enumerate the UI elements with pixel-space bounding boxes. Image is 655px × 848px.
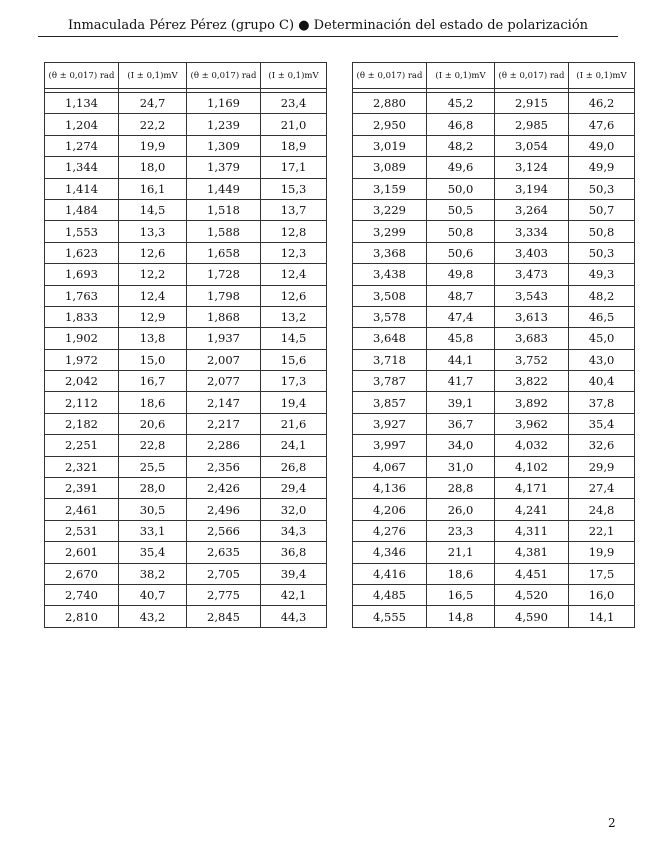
intensity-cell: 16,5	[427, 584, 495, 605]
table-header-row	[45, 63, 327, 89]
table-row	[353, 392, 635, 413]
angle-cell: 2,740	[45, 584, 119, 605]
table-row	[353, 306, 635, 327]
table-row	[45, 285, 327, 306]
intensity-cell: 37,8	[569, 392, 635, 413]
angle-cell: 1,134	[45, 93, 119, 114]
intensity-cell: 14,5	[261, 328, 327, 349]
intensity-cell: 12,8	[261, 221, 327, 242]
angle-cell: 3,229	[353, 199, 427, 220]
angle-cell: 1,484	[45, 199, 119, 220]
angle-cell: 4,590	[495, 606, 569, 627]
angle-cell: 1,693	[45, 264, 119, 285]
intensity-cell: 12,3	[261, 242, 327, 263]
table-row	[353, 114, 635, 135]
intensity-cell: 36,7	[427, 413, 495, 434]
intensity-cell: 21,6	[261, 413, 327, 434]
intensity-cell: 46,2	[569, 93, 635, 114]
left-data-table	[44, 62, 327, 628]
angle-cell: 4,520	[495, 584, 569, 605]
angle-cell: 2,182	[45, 413, 119, 434]
angle-cell: 3,403	[495, 242, 569, 263]
table-row	[353, 478, 635, 499]
intensity-cell: 14,5	[119, 199, 187, 220]
angle-cell: 1,379	[187, 157, 261, 178]
angle-cell: 3,927	[353, 413, 427, 434]
intensity-cell: 18,9	[261, 135, 327, 156]
intensity-cell: 12,4	[119, 285, 187, 306]
intensity-cell: 50,6	[427, 242, 495, 263]
table-row	[45, 199, 327, 220]
intensity-cell: 18,0	[119, 157, 187, 178]
intensity-cell: 49,3	[569, 264, 635, 285]
table-row	[353, 520, 635, 541]
table-row	[45, 371, 327, 392]
angle-cell: 4,381	[495, 542, 569, 563]
table-row	[45, 114, 327, 135]
angle-cell: 4,311	[495, 520, 569, 541]
table-row	[45, 456, 327, 477]
table-row	[45, 349, 327, 370]
intensity-column-header: (I ± 0,1)mV	[119, 63, 187, 89]
intensity-cell: 35,4	[569, 413, 635, 434]
intensity-cell: 41,7	[427, 371, 495, 392]
angle-cell: 1,972	[45, 349, 119, 370]
angle-cell: 1,414	[45, 178, 119, 199]
page-header: Inmaculada Pérez Pérez (grupo C) ● Determinación del estado de polarización	[67, 18, 589, 33]
intensity-cell: 19,4	[261, 392, 327, 413]
intensity-cell: 14,1	[569, 606, 635, 627]
intensity-cell: 24,1	[261, 435, 327, 456]
angle-cell: 2,985	[495, 114, 569, 135]
angle-cell: 2,426	[187, 478, 261, 499]
angle-cell: 1,658	[187, 242, 261, 263]
angle-cell: 2,007	[187, 349, 261, 370]
intensity-cell: 47,6	[569, 114, 635, 135]
intensity-cell: 12,6	[119, 242, 187, 263]
intensity-cell: 43,0	[569, 349, 635, 370]
angle-cell: 4,241	[495, 499, 569, 520]
intensity-cell: 48,2	[427, 135, 495, 156]
angle-cell: 1,902	[45, 328, 119, 349]
angle-cell: 2,112	[45, 392, 119, 413]
intensity-cell: 45,8	[427, 328, 495, 349]
angle-cell: 2,670	[45, 563, 119, 584]
intensity-cell: 21,0	[261, 114, 327, 135]
intensity-column-header: (I ± 0,1)mV	[261, 63, 327, 89]
angle-cell: 4,171	[495, 478, 569, 499]
angle-cell: 1,169	[187, 93, 261, 114]
intensity-cell: 13,2	[261, 306, 327, 327]
angle-cell: 2,496	[187, 499, 261, 520]
intensity-cell: 50,0	[427, 178, 495, 199]
intensity-cell: 15,6	[261, 349, 327, 370]
angle-cell: 4,102	[495, 456, 569, 477]
intensity-cell: 30,5	[119, 499, 187, 520]
angle-cell: 1,868	[187, 306, 261, 327]
angle-cell: 2,042	[45, 371, 119, 392]
intensity-cell: 49,0	[569, 135, 635, 156]
table-header-row	[353, 63, 635, 89]
angle-cell: 2,566	[187, 520, 261, 541]
intensity-cell: 33,1	[119, 520, 187, 541]
table-row	[353, 435, 635, 456]
right-table-body	[353, 89, 635, 628]
table-row	[353, 157, 635, 178]
angle-cell: 1,798	[187, 285, 261, 306]
angle-cell: 2,461	[45, 499, 119, 520]
intensity-cell: 17,5	[569, 563, 635, 584]
angle-cell: 2,391	[45, 478, 119, 499]
angle-cell: 3,368	[353, 242, 427, 263]
table-row	[353, 456, 635, 477]
angle-cell: 2,321	[45, 456, 119, 477]
intensity-cell: 32,6	[569, 435, 635, 456]
intensity-cell: 19,9	[569, 542, 635, 563]
left-table-body	[45, 89, 327, 628]
table-row	[45, 499, 327, 520]
angle-cell: 3,962	[495, 413, 569, 434]
angle-cell: 3,892	[495, 392, 569, 413]
angle-cell: 1,204	[45, 114, 119, 135]
angle-cell: 3,857	[353, 392, 427, 413]
intensity-cell: 46,5	[569, 306, 635, 327]
intensity-cell: 22,2	[119, 114, 187, 135]
angle-cell: 3,124	[495, 157, 569, 178]
page-number: 2	[608, 816, 616, 830]
table-row	[45, 135, 327, 156]
intensity-cell: 19,9	[119, 135, 187, 156]
intensity-cell: 26,8	[261, 456, 327, 477]
table-row	[45, 157, 327, 178]
angle-cell: 3,473	[495, 264, 569, 285]
table-row	[353, 199, 635, 220]
angle-cell: 1,344	[45, 157, 119, 178]
angle-cell: 2,880	[353, 93, 427, 114]
table-row	[353, 285, 635, 306]
intensity-cell: 23,3	[427, 520, 495, 541]
angle-cell: 2,251	[45, 435, 119, 456]
angle-cell: 3,718	[353, 349, 427, 370]
angle-cell: 3,578	[353, 306, 427, 327]
angle-cell: 3,543	[495, 285, 569, 306]
angle-cell: 4,276	[353, 520, 427, 541]
table-row	[353, 563, 635, 584]
intensity-cell: 31,0	[427, 456, 495, 477]
table-row	[45, 328, 327, 349]
angle-cell: 2,915	[495, 93, 569, 114]
angle-cell: 3,648	[353, 328, 427, 349]
intensity-cell: 49,6	[427, 157, 495, 178]
angle-cell: 3,299	[353, 221, 427, 242]
intensity-cell: 16,1	[119, 178, 187, 199]
intensity-column-header: (I ± 0,1)mV	[569, 63, 635, 89]
angle-cell: 2,705	[187, 563, 261, 584]
table-row	[353, 264, 635, 285]
header-rule	[38, 36, 618, 37]
intensity-cell: 39,1	[427, 392, 495, 413]
table-row	[353, 413, 635, 434]
angle-cell: 2,810	[45, 606, 119, 627]
angle-cell: 3,683	[495, 328, 569, 349]
angle-cell: 4,206	[353, 499, 427, 520]
table-row	[353, 499, 635, 520]
intensity-cell: 48,7	[427, 285, 495, 306]
intensity-cell: 16,0	[569, 584, 635, 605]
angle-cell: 2,356	[187, 456, 261, 477]
intensity-cell: 49,9	[569, 157, 635, 178]
angle-cell: 4,032	[495, 435, 569, 456]
table-row	[353, 93, 635, 114]
table-row	[353, 135, 635, 156]
angle-cell: 2,775	[187, 584, 261, 605]
angle-cell: 1,833	[45, 306, 119, 327]
angle-cell: 4,067	[353, 456, 427, 477]
angle-cell: 1,239	[187, 114, 261, 135]
intensity-cell: 43,2	[119, 606, 187, 627]
intensity-cell: 47,4	[427, 306, 495, 327]
table-row	[45, 221, 327, 242]
angle-cell: 3,822	[495, 371, 569, 392]
intensity-cell: 23,4	[261, 93, 327, 114]
angle-cell: 2,950	[353, 114, 427, 135]
angle-cell: 1,623	[45, 242, 119, 263]
intensity-cell: 16,7	[119, 371, 187, 392]
angle-cell: 4,136	[353, 478, 427, 499]
angle-cell: 1,728	[187, 264, 261, 285]
table-row	[353, 371, 635, 392]
intensity-cell: 12,2	[119, 264, 187, 285]
angle-cell: 3,194	[495, 178, 569, 199]
angle-cell: 1,274	[45, 135, 119, 156]
intensity-cell: 50,8	[569, 221, 635, 242]
intensity-cell: 12,6	[261, 285, 327, 306]
table-row	[45, 264, 327, 285]
intensity-cell: 27,4	[569, 478, 635, 499]
intensity-cell: 24,8	[569, 499, 635, 520]
intensity-cell: 34,3	[261, 520, 327, 541]
table-row	[353, 584, 635, 605]
angle-cell: 3,334	[495, 221, 569, 242]
angle-cell: 3,508	[353, 285, 427, 306]
angle-cell: 1,309	[187, 135, 261, 156]
intensity-cell: 12,4	[261, 264, 327, 285]
intensity-cell: 17,3	[261, 371, 327, 392]
intensity-cell: 12,9	[119, 306, 187, 327]
angle-cell: 4,416	[353, 563, 427, 584]
intensity-cell: 40,4	[569, 371, 635, 392]
intensity-cell: 44,1	[427, 349, 495, 370]
intensity-cell: 50,7	[569, 199, 635, 220]
intensity-cell: 44,3	[261, 606, 327, 627]
intensity-cell: 50,3	[569, 242, 635, 263]
table-row	[45, 478, 327, 499]
angle-cell: 1,553	[45, 221, 119, 242]
angle-cell: 2,077	[187, 371, 261, 392]
angle-column-header: (θ ± 0,017) rad	[353, 63, 427, 89]
angle-cell: 3,752	[495, 349, 569, 370]
angle-cell: 2,531	[45, 520, 119, 541]
intensity-cell: 45,2	[427, 93, 495, 114]
table-row	[45, 306, 327, 327]
angle-cell: 2,217	[187, 413, 261, 434]
angle-cell: 1,763	[45, 285, 119, 306]
intensity-cell: 35,4	[119, 542, 187, 563]
intensity-cell: 50,5	[427, 199, 495, 220]
table-row	[353, 178, 635, 199]
angle-cell: 2,147	[187, 392, 261, 413]
angle-cell: 4,451	[495, 563, 569, 584]
intensity-cell: 39,4	[261, 563, 327, 584]
intensity-column-header: (I ± 0,1)mV	[427, 63, 495, 89]
table-row	[45, 606, 327, 627]
intensity-cell: 49,8	[427, 264, 495, 285]
intensity-cell: 28,8	[427, 478, 495, 499]
table-row	[45, 563, 327, 584]
intensity-cell: 13,3	[119, 221, 187, 242]
intensity-cell: 21,1	[427, 542, 495, 563]
table-row	[353, 606, 635, 627]
table-row	[45, 520, 327, 541]
angle-cell: 4,346	[353, 542, 427, 563]
table-row	[45, 542, 327, 563]
intensity-cell: 22,8	[119, 435, 187, 456]
angle-cell: 4,485	[353, 584, 427, 605]
intensity-cell: 28,0	[119, 478, 187, 499]
intensity-cell: 45,0	[569, 328, 635, 349]
angle-cell: 3,089	[353, 157, 427, 178]
angle-column-header: (θ ± 0,017) rad	[187, 63, 261, 89]
intensity-cell: 42,1	[261, 584, 327, 605]
angle-cell: 1,518	[187, 199, 261, 220]
intensity-cell: 14,8	[427, 606, 495, 627]
table-row	[353, 328, 635, 349]
intensity-cell: 36,8	[261, 542, 327, 563]
angle-cell: 4,555	[353, 606, 427, 627]
angle-cell: 3,159	[353, 178, 427, 199]
intensity-cell: 18,6	[427, 563, 495, 584]
intensity-cell: 40,7	[119, 584, 187, 605]
table-row	[45, 435, 327, 456]
angle-cell: 2,635	[187, 542, 261, 563]
angle-column-header: (θ ± 0,017) rad	[495, 63, 569, 89]
angle-cell: 3,787	[353, 371, 427, 392]
angle-cell: 1,449	[187, 178, 261, 199]
angle-cell: 3,264	[495, 199, 569, 220]
angle-cell: 3,997	[353, 435, 427, 456]
table-row	[45, 178, 327, 199]
intensity-cell: 25,5	[119, 456, 187, 477]
angle-cell: 3,613	[495, 306, 569, 327]
intensity-cell: 46,8	[427, 114, 495, 135]
intensity-cell: 15,3	[261, 178, 327, 199]
intensity-cell: 50,8	[427, 221, 495, 242]
intensity-cell: 15,0	[119, 349, 187, 370]
intensity-cell: 24,7	[119, 93, 187, 114]
angle-cell: 2,845	[187, 606, 261, 627]
table-row	[45, 584, 327, 605]
intensity-cell: 13,8	[119, 328, 187, 349]
angle-cell: 1,588	[187, 221, 261, 242]
table-row	[45, 242, 327, 263]
intensity-cell: 29,9	[569, 456, 635, 477]
intensity-cell: 34,0	[427, 435, 495, 456]
intensity-cell: 38,2	[119, 563, 187, 584]
intensity-cell: 20,6	[119, 413, 187, 434]
table-row	[45, 413, 327, 434]
angle-cell: 3,438	[353, 264, 427, 285]
intensity-cell: 29,4	[261, 478, 327, 499]
angle-cell: 3,054	[495, 135, 569, 156]
angle-column-header: (θ ± 0,017) rad	[45, 63, 119, 89]
intensity-cell: 18,6	[119, 392, 187, 413]
intensity-cell: 32,0	[261, 499, 327, 520]
intensity-cell: 50,3	[569, 178, 635, 199]
angle-cell: 2,286	[187, 435, 261, 456]
table-row	[353, 349, 635, 370]
angle-cell: 1,937	[187, 328, 261, 349]
table-row	[353, 221, 635, 242]
table-row	[45, 93, 327, 114]
right-data-table	[352, 62, 635, 628]
intensity-cell: 48,2	[569, 285, 635, 306]
table-row	[45, 392, 327, 413]
intensity-cell: 13,7	[261, 199, 327, 220]
intensity-cell: 26,0	[427, 499, 495, 520]
intensity-cell: 22,1	[569, 520, 635, 541]
intensity-cell: 17,1	[261, 157, 327, 178]
angle-cell: 3,019	[353, 135, 427, 156]
table-row	[353, 542, 635, 563]
table-row	[353, 242, 635, 263]
angle-cell: 2,601	[45, 542, 119, 563]
